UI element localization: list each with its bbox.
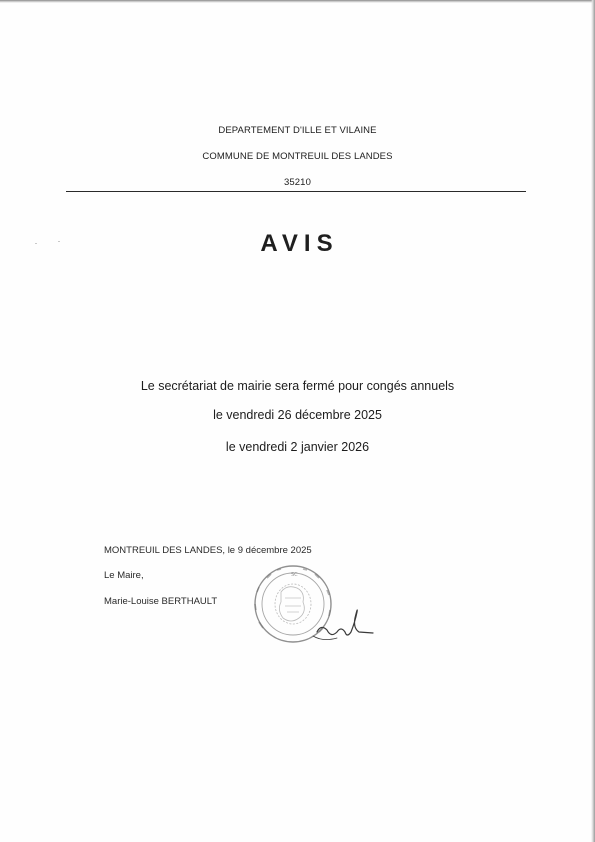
svg-text:SC: SC <box>291 572 298 578</box>
page-title: AVIS <box>260 230 339 257</box>
notice-line-date-2: le vendredi 2 janvier 2026 <box>225 440 370 454</box>
seal <box>255 566 331 642</box>
department-heading: DEPARTEMENT D'ILLE ET VILAINE <box>218 125 377 136</box>
notice-line-date-1: le vendredi 26 décembre 2025 <box>213 408 382 422</box>
signatory-role: Le Maire, <box>104 570 144 581</box>
place-and-date: MONTREUIL DES LANDES, le 9 décembre 2025 <box>104 545 312 556</box>
commune-heading: COMMUNE DE MONTREUIL DES LANDES <box>202 151 393 162</box>
scan-edge-top <box>0 0 595 3</box>
municipal-seal-icon <box>247 562 375 654</box>
postal-code: 35210 <box>284 177 311 188</box>
notice-line-closure: Le secrétariat de mairie sera fermé pour congés annuels <box>140 379 455 393</box>
header-divider <box>66 191 526 192</box>
signatory-name: Marie-Louise BERTHAULT <box>104 596 218 607</box>
